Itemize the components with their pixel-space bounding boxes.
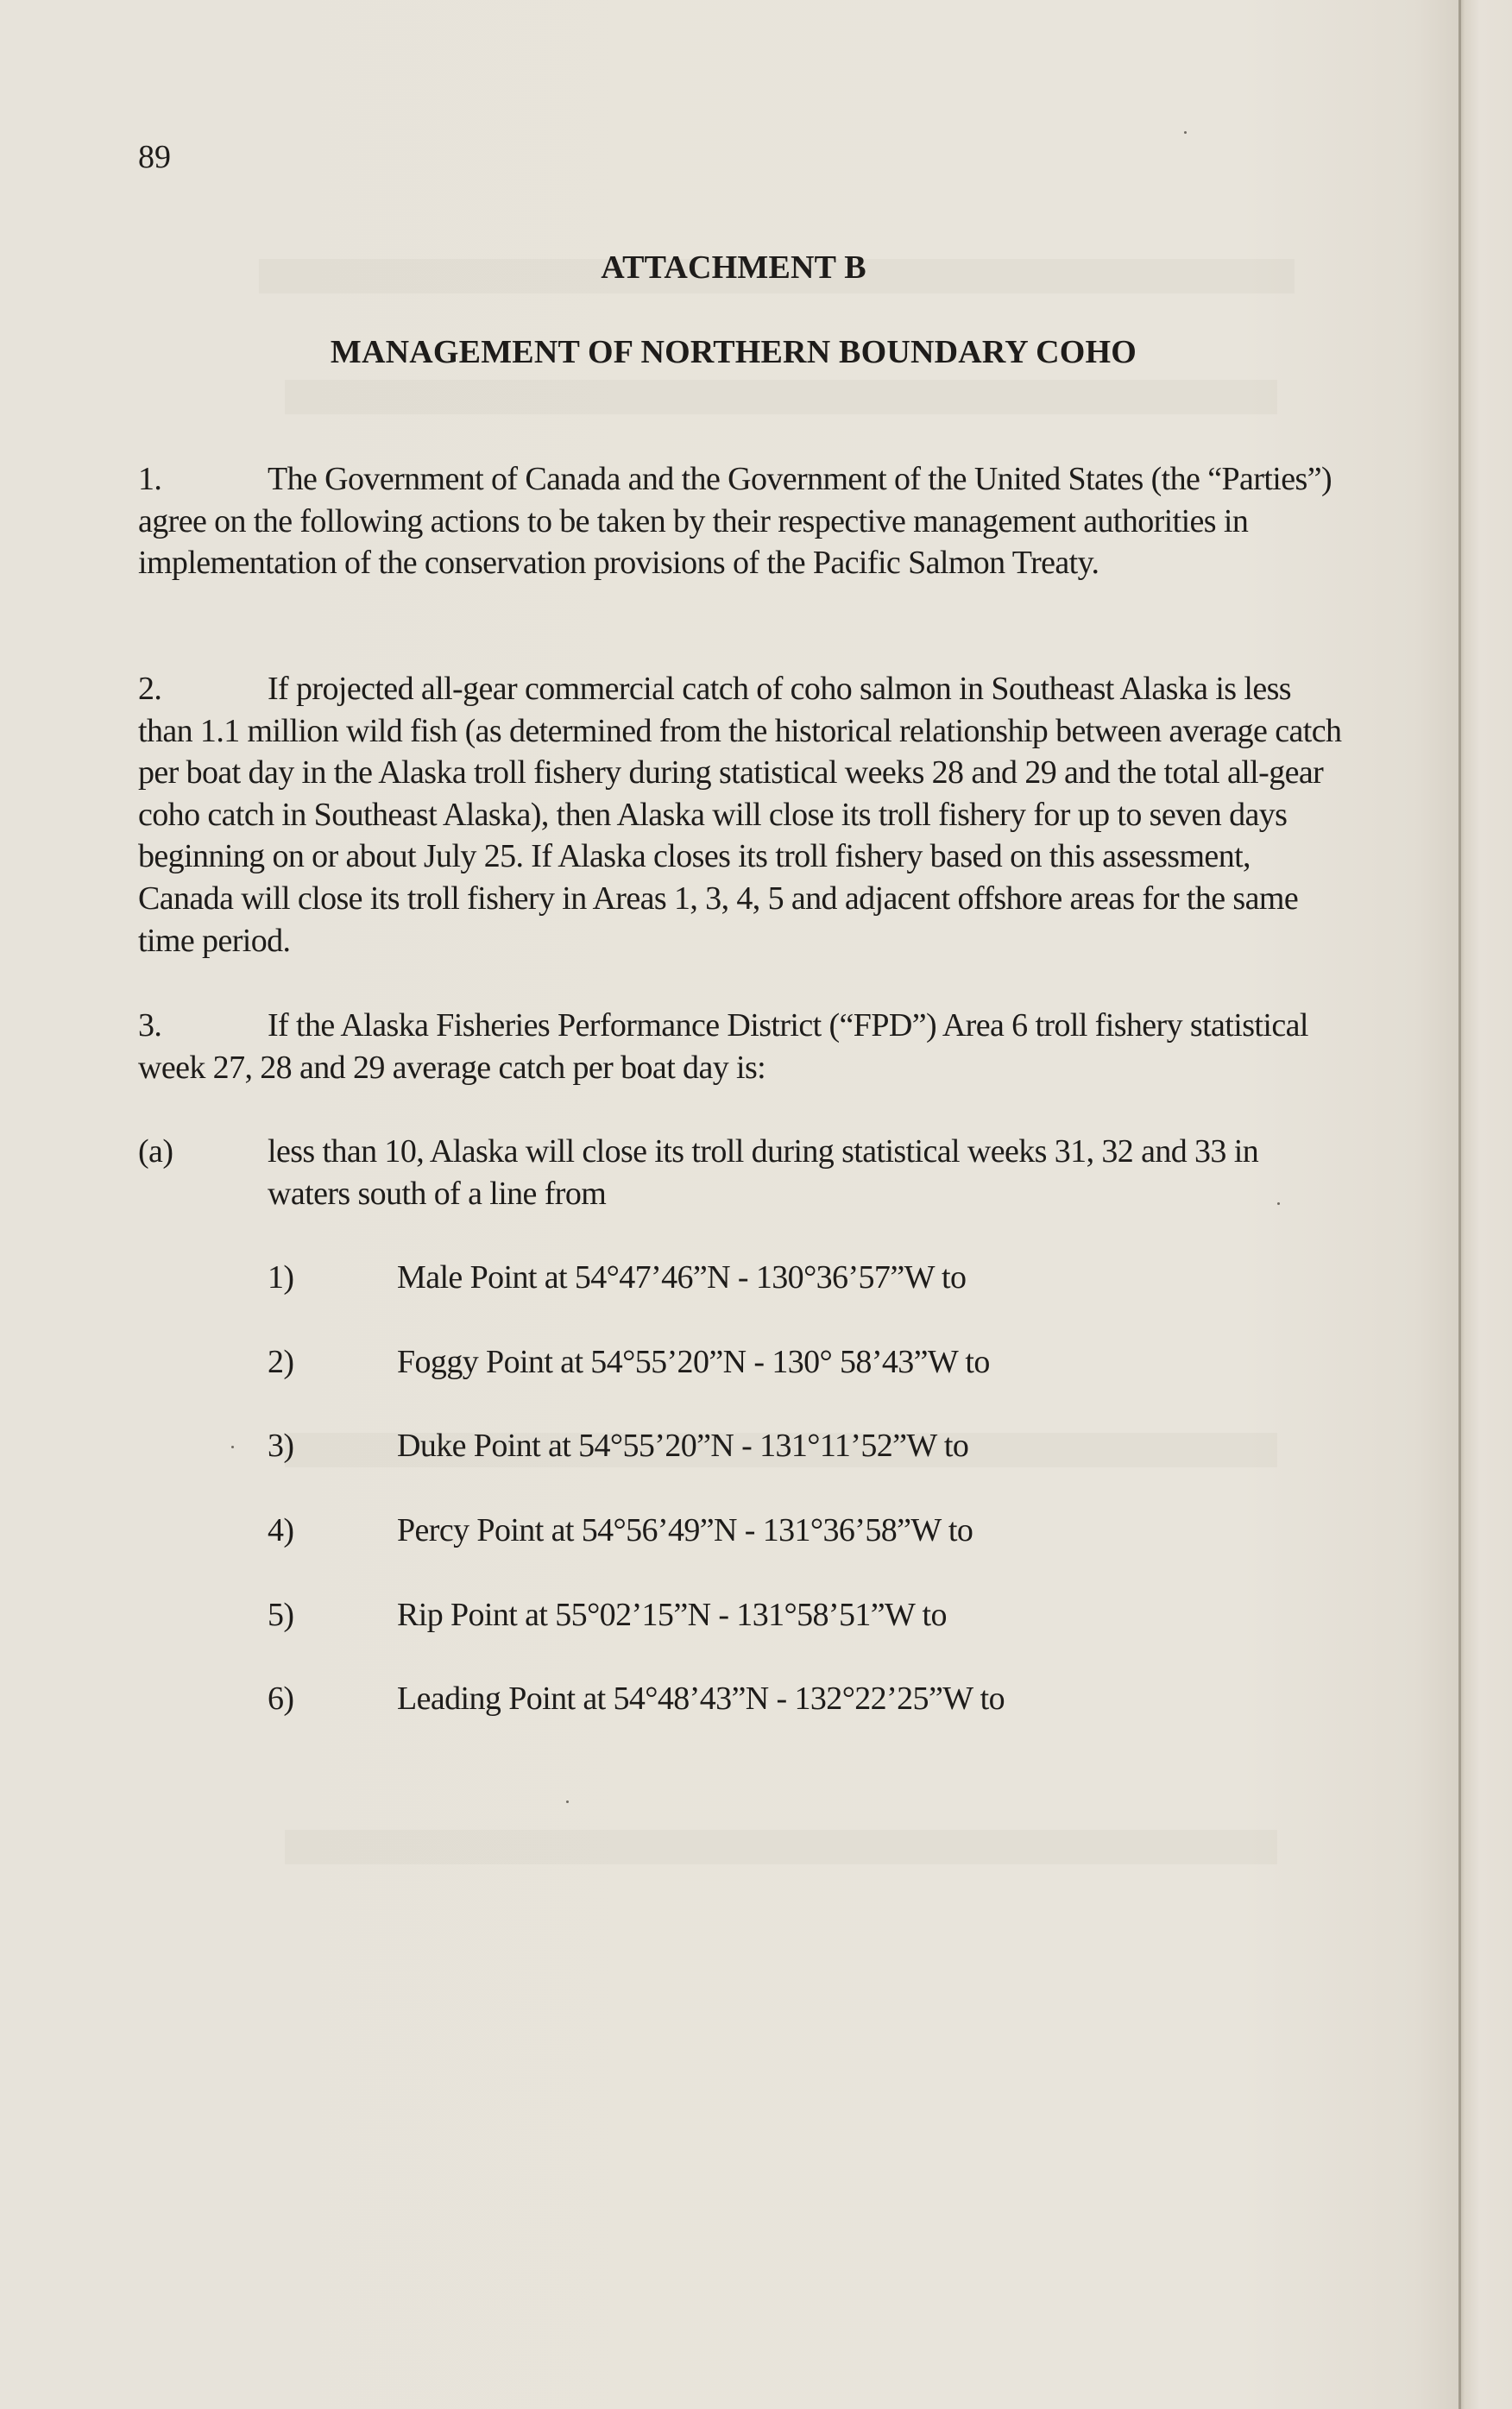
subparagraph-text: less than 10, Alaska will close its troll during statistical weeks 31, 32 and 33 in waters south of a line from (268, 1133, 1259, 1212)
point-number: 1) (268, 1259, 294, 1296)
paragraph-number: 1. (138, 461, 162, 497)
paragraph-number: 2. (138, 671, 162, 707)
paragraph-text: If the Alaska Fisheries Performance District (“FPD”) Area 6 troll fishery statistical week 27, 28 and 29 average catch per boat day is: (138, 1007, 1308, 1086)
paragraph-text: If projected all-gear commercial catch of coho salmon in Southeast Alaska is less than 1.1 million wild fish (as determined from the historical relationship between average catch per boat day in the Alaska troll fishery during statistical weeks 28 and 29 and the total all-gear coho catch in Southeast Alaska), then Alaska will close its troll fishery for up to seven days beginning on or about July 25. If Alaska closes its troll fishery based on this assessment, Canada will close its troll fishery in Areas 1, 3, 4, 5 and adjacent offshore areas for the same time period. (138, 671, 1342, 959)
point-number: 6) (268, 1681, 294, 1717)
subparagraph-a (138, 1131, 1346, 1214)
point-text: Foggy Point at 54°55’20”N - 130° 58’43”W to (397, 1344, 990, 1380)
point-text: Rip Point at 55°02’15”N - 131°58’51”W to (397, 1597, 947, 1633)
point-text: Percy Point at 54°56’49”N - 131°36’58”W to (397, 1512, 973, 1548)
point-number: 4) (268, 1512, 294, 1548)
scan-speck (1184, 131, 1187, 134)
point-number: 3) (268, 1428, 294, 1464)
paragraph-2 (138, 668, 1346, 962)
attachment-heading: ATTACHMENT B (601, 249, 866, 286)
page-number: 89 (138, 139, 171, 175)
scan-speck (1277, 1202, 1280, 1205)
scan-speck (566, 1800, 569, 1803)
point-number: 2) (268, 1344, 294, 1380)
paragraph-1 (138, 458, 1346, 584)
point-number: 5) (268, 1597, 294, 1633)
document-title: MANAGEMENT OF NORTHERN BOUNDARY COHO (330, 334, 1137, 370)
point-text: Leading Point at 54°48’43”N - 132°22’25”W to (397, 1681, 1005, 1717)
paragraph-number: 3. (138, 1007, 162, 1044)
scan-speck (231, 1446, 234, 1448)
paragraph-3 (138, 1005, 1346, 1088)
subparagraph-label: (a) (138, 1133, 173, 1170)
point-text: Male Point at 54°47’46”N - 130°36’57”W to (397, 1259, 967, 1296)
point-text: Duke Point at 54°55’20”N - 131°11’52”W to (397, 1428, 969, 1464)
paragraph-text: The Government of Canada and the Government of the United States (the “Parties”) agree on the following actions to be taken by their respective management authorities in implementation of the conservation provisions of the Pacific Salmon Treaty. (138, 461, 1332, 582)
